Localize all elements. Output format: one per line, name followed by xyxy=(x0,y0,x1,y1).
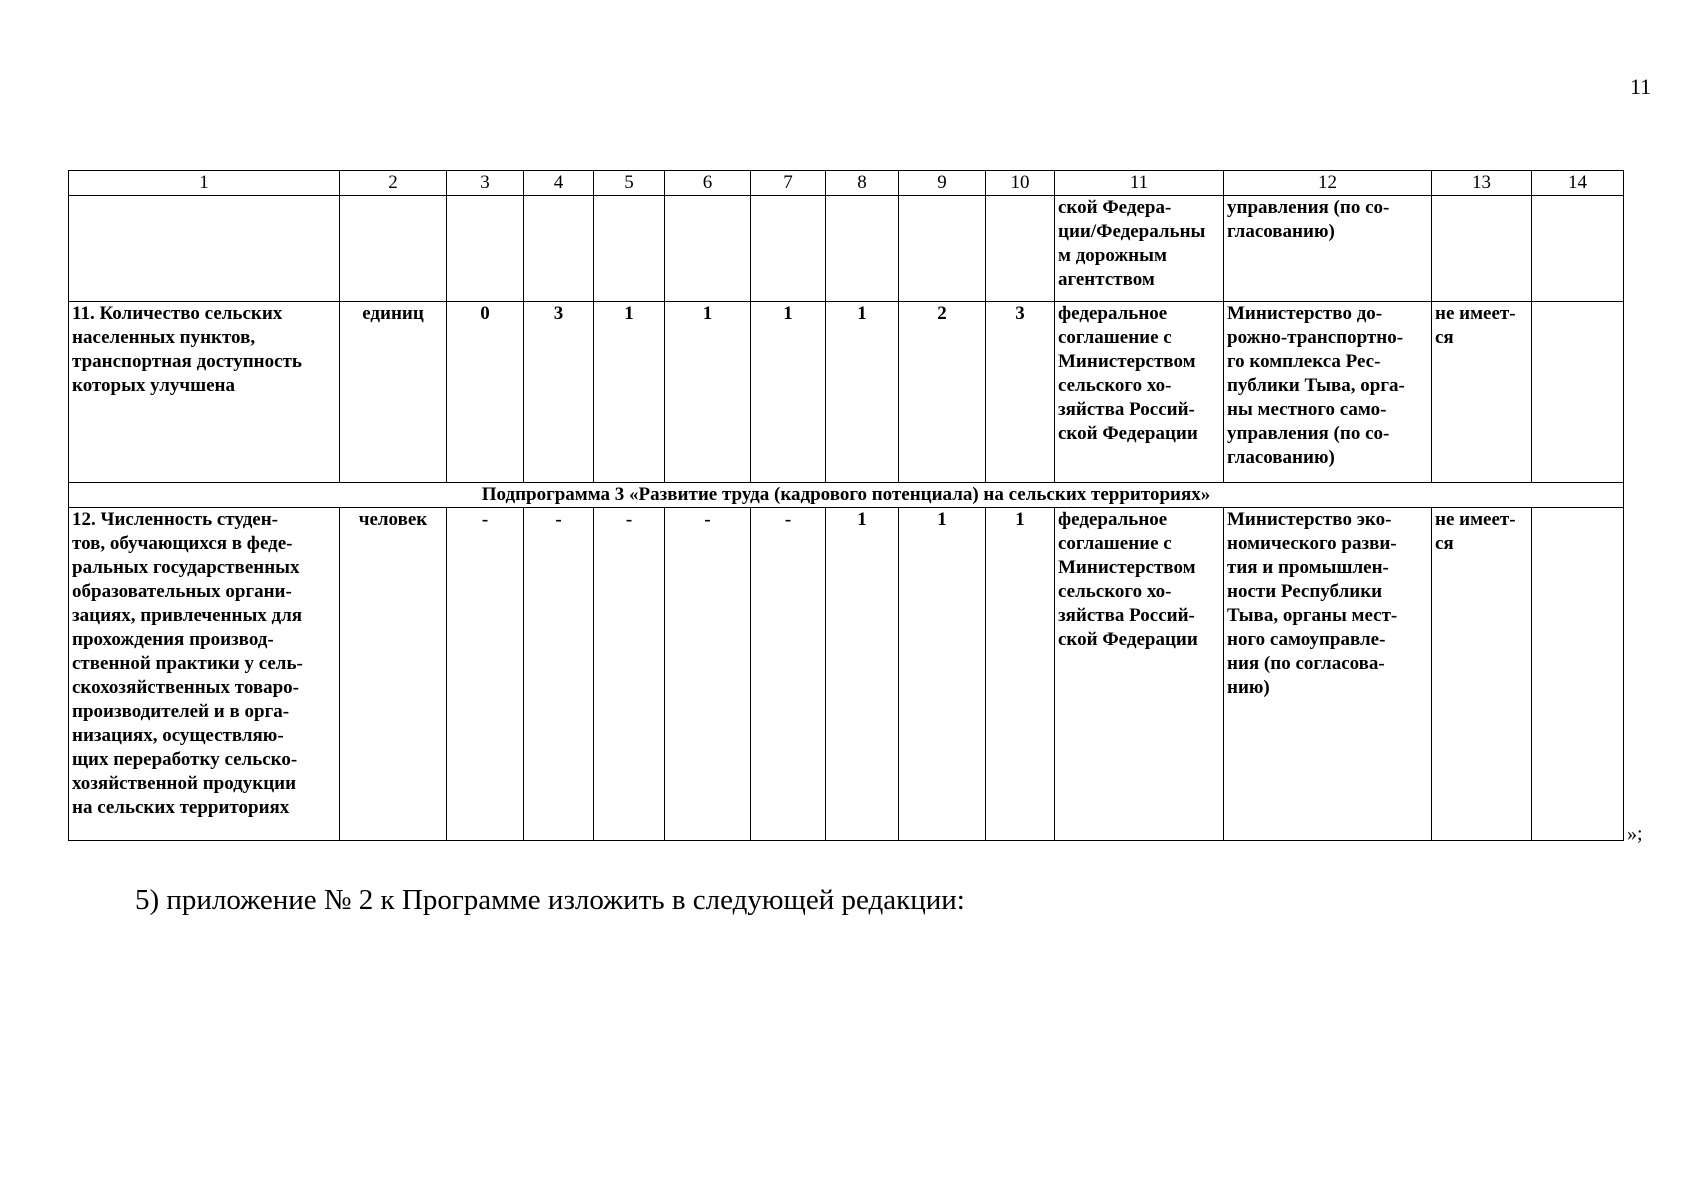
table-cell xyxy=(1532,508,1624,841)
responsible-cell: Министерство эко- номического разви- тия и промышлен- ности Республики Тыва, органы мест- ного самоуправле- ния (по согласова- нию) xyxy=(1224,508,1432,841)
value-cell: 1 xyxy=(665,302,751,483)
amendment-paragraph: 5) приложение № 2 к Программе изложить в следующей редакции: xyxy=(135,884,965,916)
table-cell xyxy=(1532,196,1624,302)
value-cell: 1 xyxy=(751,302,826,483)
table-cell xyxy=(986,196,1055,302)
unit-cell: единиц xyxy=(340,302,447,483)
header-cell: 12 xyxy=(1224,171,1432,196)
value-cell: 1 xyxy=(826,508,899,841)
value-cell: - xyxy=(665,508,751,841)
value-cell: 3 xyxy=(524,302,594,483)
table-cell xyxy=(665,196,751,302)
value-cell: - xyxy=(524,508,594,841)
page-number: 11 xyxy=(1630,74,1652,99)
table-cell xyxy=(1532,302,1624,483)
value-cell: - xyxy=(447,508,524,841)
table-cell xyxy=(340,196,447,302)
value-cell: - xyxy=(751,508,826,841)
header-cell: 5 xyxy=(594,171,665,196)
header-cell: 2 xyxy=(340,171,447,196)
table-cell xyxy=(447,196,524,302)
header-cell: 4 xyxy=(524,171,594,196)
indicator-name-cell: 11. Количество сельских населенных пунктов, транспортная доступность которых улучшена xyxy=(69,302,340,483)
closing-quote: »; xyxy=(1627,823,1643,845)
section-header-row xyxy=(69,483,1624,508)
indicators-table xyxy=(68,170,1624,841)
header-cell: 6 xyxy=(665,171,751,196)
header-cell: 8 xyxy=(826,171,899,196)
subprogram-title: Подпрограмма 3 «Развитие труда (кадрового потенциала) на сельских территориях» xyxy=(69,483,1624,508)
header-cell: 11 xyxy=(1055,171,1224,196)
header-cell: 9 xyxy=(899,171,986,196)
agreement-cell: федеральное соглашение с Министерством сельского хо- зяйства Россий- ской Федерации xyxy=(1055,508,1224,841)
value-cell: - xyxy=(594,508,665,841)
value-cell: 0 xyxy=(447,302,524,483)
value-cell: 2 xyxy=(899,302,986,483)
table-cell xyxy=(524,196,594,302)
table-row-11 xyxy=(69,302,1624,483)
indicator-name-cell: 12. Численность студен- тов, обучающихся в феде- ральных государственных образовательных органи- зациях, привлеченных для прохождения производ- ственной практики у сель- скохозяйственных товаро- производителей и в орга- низациях, осуществляю- щих переработку сельско- хозяйственной продукции на сельских территориях xyxy=(69,508,340,841)
unit-cell: человек xyxy=(340,508,447,841)
header-cell: 1 xyxy=(69,171,340,196)
table-cell: управления (по со- гласованию) xyxy=(1224,196,1432,302)
header-cell: 3 xyxy=(447,171,524,196)
agreement-cell: федеральное соглашение с Министерством сельского хо- зяйства Россий- ской Федерации xyxy=(1055,302,1224,483)
value-cell: 1 xyxy=(594,302,665,483)
table-cell xyxy=(594,196,665,302)
header-cell: 13 xyxy=(1432,171,1532,196)
header-cell: 14 xyxy=(1532,171,1624,196)
table-cell xyxy=(826,196,899,302)
table-cell xyxy=(899,196,986,302)
header-cell: 10 xyxy=(986,171,1055,196)
table-header-row xyxy=(69,171,1624,196)
header-cell: 7 xyxy=(751,171,826,196)
table-cell xyxy=(1432,196,1532,302)
responsible-cell: Министерство до- рожно-транспортно- го комплекса Рес- публики Тыва, орга- ны местного само- управления (по со- гласованию) xyxy=(1224,302,1432,483)
table-row-continuation xyxy=(69,196,1624,302)
value-cell: 1 xyxy=(986,508,1055,841)
note-cell: не имеет- ся xyxy=(1432,302,1532,483)
value-cell: 1 xyxy=(899,508,986,841)
table-cell xyxy=(751,196,826,302)
table-row-12 xyxy=(69,508,1624,841)
table-cell: ской Федера- ции/Федеральны м дорожным агентством xyxy=(1055,196,1224,302)
table-cell xyxy=(69,196,340,302)
note-cell: не имеет- ся xyxy=(1432,508,1532,841)
value-cell: 1 xyxy=(826,302,899,483)
value-cell: 3 xyxy=(986,302,1055,483)
